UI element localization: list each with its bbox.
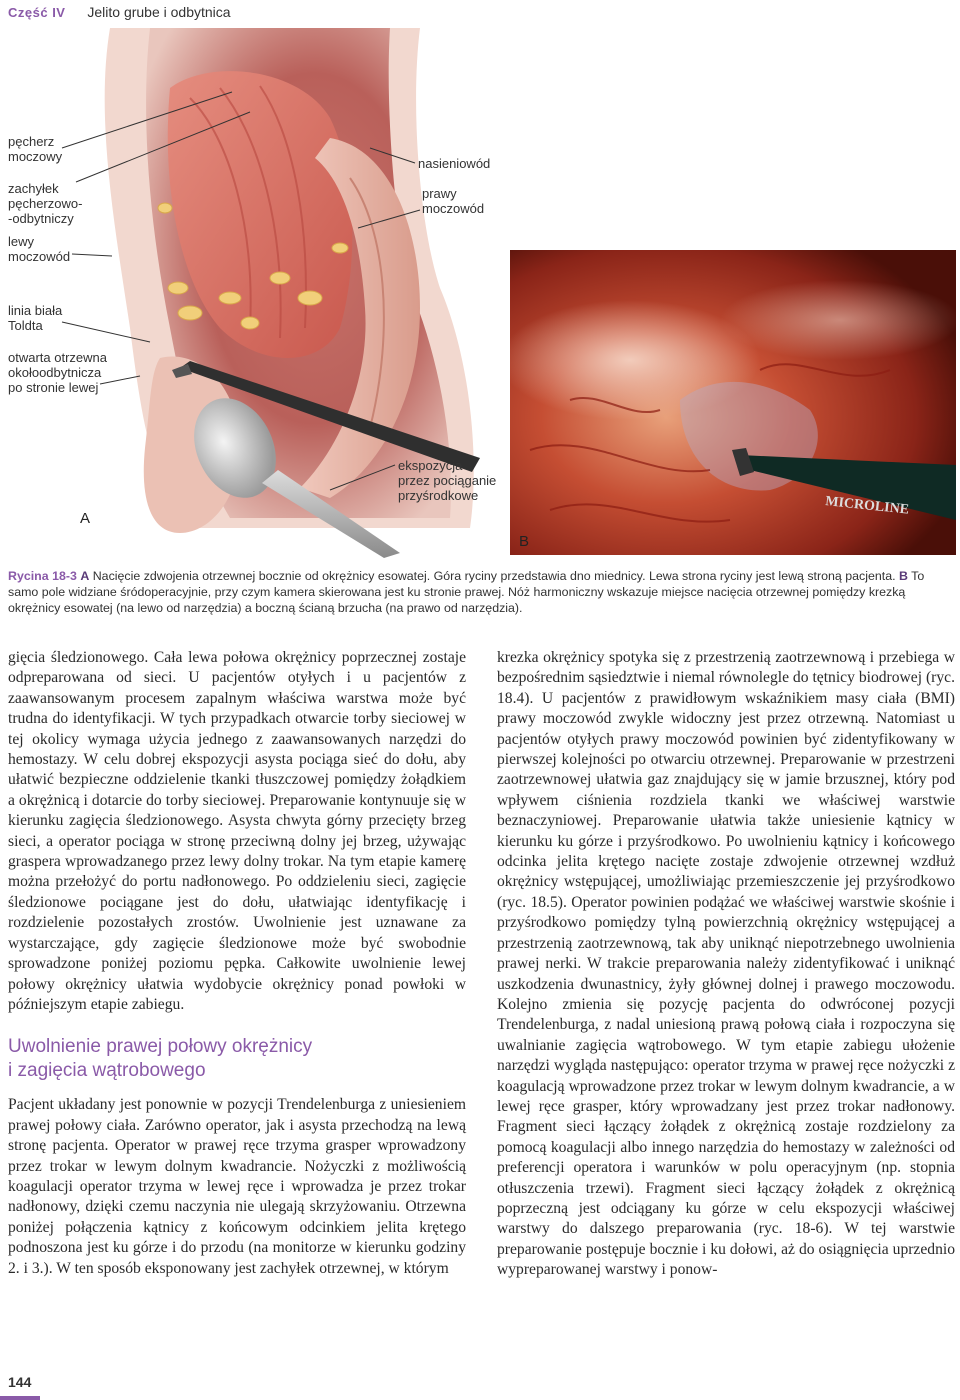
label-text: prawy	[422, 186, 457, 201]
label-ekspozycja	[398, 458, 496, 503]
section-heading	[8, 1035, 466, 1083]
label-text: linia biała	[8, 303, 63, 318]
section-heading-line: Uwolnienie prawej połowy okrężnicy	[8, 1036, 313, 1058]
chapter-title: Jelito grube i odbytnica	[87, 4, 231, 20]
figure-a-letter: A	[80, 510, 91, 527]
paragraph: gięcia śledzionowego. Cała lewa połowa okrężnicy poprzecznej zostaje odpreparowana od sieci. U pacjentów otyłych i u pacjentów z zaawansowanym procesem zapalnym właściwa warstwa może być trudna do identyfikacji. W tych przypadkach otwarcie torby sieciowej w tej okolicy wymaga użycia jednego z zaawansowanych narzędzi do hemostazy. W celu dobrej ekspozycji asysta pociąga sieć do dołu, aby ułatwić bezpieczne oddzielenie tkanki tłuszczowej pomiędzy żołądkiem a okrężnicą i dotarcie do torby sieciowej. Preparowanie kontynuuje się w kierunku zagięcia śledzionowego. Asysta chwyta górny przecięty brzeg sieci, a operator pociąga w stronę przeciwną dolny jej brzeg, używając graspera wprowadzanego przez lewy dolny trokar. Na tym etapie kamerę można przełożyć do portu nadłonowego. Po oddzieleniu sieci, zagięcie śledzionowe pociągane jest do dołu, ułatwiając identyfikację i rozdzielenie pozostałych zrostów. Uwolnienie jest uznawane za wystarczające, gdy zagięcie śledzionowe może być swobodnie sprowadzone poniżej poziomu pępka. Całkowite uwolnienie lewej połowy okrężnicy ułatwia wydobycie okrężnicy ponad powłoki w późniejszym etapie zabiegu.	[8, 649, 466, 1013]
label-text: nasieniowód	[418, 156, 491, 171]
label-text: przez pociąganie	[398, 473, 497, 488]
label-text: moczowód	[422, 201, 485, 216]
label-zachylek	[8, 181, 82, 226]
label-text: Toldta	[8, 318, 43, 333]
caption-a-letter: A	[80, 569, 90, 583]
instrument-brand-text: MICROLINE	[824, 494, 910, 518]
caption-b-text: To samo pole widziane śródoperacyjnie, przy czym kamera skierowana jest ku stronie prawej. Nóż harmoniczny wskazuje miejsce nacięcia otrzewnej pomiędzy krezką okrężnicy esowatej (na lewo od narzędzia) a boczną ścianą brzucha (na prawo od narzędzia).	[8, 569, 925, 615]
right-column	[497, 648, 955, 1281]
figure-b-drawing	[510, 250, 956, 555]
part-label: Część IV	[8, 5, 66, 20]
footer-accent-bar	[0, 1396, 40, 1400]
figure-caption	[8, 568, 948, 616]
label-text: po stronie lewej	[8, 380, 99, 395]
label-text: przyśrodkowe	[398, 488, 479, 503]
label-text: moczowy	[8, 149, 63, 164]
label-text: -odbytniczy	[8, 211, 74, 226]
paragraph: Pacjent układany jest ponownie w pozycji Trendelenburga z uniesieniem prawej połowy ciała. Zarówno operator, jak i asysta przechodzą na lewą stronę pacjenta. Operator w prawej ręce trzyma grasper wprowadzony przez trokar w lewym dolnym kwadrancie. Nożyczki z możliwością koagulacji operator trzyma w lewej ręce i wprowadza je przez trokar nadłonowy, dzięki czemu naczynia nie ulegają skrzyżowaniu. Otrzewna poniżej połączenia kątnicy z końcowym odcinkiem jelita krętego podnoszona jest ku górze i do przodu (na monitorze w kierunku godziny 2. i 3.). W ten sposób eksponowany jest zachyłek otrzewnej, w którym	[8, 1096, 466, 1277]
page-number: 144	[8, 1374, 32, 1390]
caption-b-letter: B	[898, 569, 908, 583]
left-column	[8, 648, 466, 1279]
label-text: zachyłek	[8, 181, 59, 196]
caption-a-text: Nacięcie zdwojenia otrzewnej bocznie od okrężnicy esowatej. Góra ryciny przedstawia dno miednicy. Lewa strona ryciny jest lewą stroną pacjenta.	[92, 569, 896, 583]
figure-b-letter: B	[519, 533, 530, 550]
label-otwarta-otrzewna	[8, 350, 107, 395]
label-pecherz	[8, 134, 62, 164]
label-text: pęcherzowo-	[8, 196, 83, 211]
running-header	[8, 4, 231, 22]
label-lewy-moczowod	[8, 234, 70, 264]
section-heading-line: i zagięcia wątrobowego	[8, 1060, 206, 1082]
label-text: ekspozycja	[398, 458, 463, 473]
caption-figure-label: Rycina 18-3	[8, 569, 77, 583]
label-linia-biala	[8, 303, 62, 333]
label-text: moczowód	[8, 249, 71, 264]
figure-b-photo	[510, 250, 956, 555]
label-nasieniowod	[418, 156, 490, 171]
paragraph: krezka okrężnicy spotyka się z przestrzenią zaotrzewnową i przebiega w bezpośrednim sąsiedztwie i niemal równolegle do tętnicy biodrowej (ryc. 18.4). U pacjentów z prawidłowym wskaźnikiem masy ciała (BMI) prawy moczowód zwykle widoczny jest przez otrzewną. Natomiast u pacjentów otyłych prawy moczowód powinien być zidentyfikowany w pierwszej kolejności po otwarciu otrzewnej. Preparowanie w przestrzeni zaotrzewnowej ułatwia gaz znajdujący się w jamie brzusznej, który pod wpływem ciśnienia rozdziela tkanki we właściwej warstwie beznaczyniowej. Preparowanie ułatwia także uniesienie kątnicy w kierunku ku górze i przyśrodkowo. Po uwolnieniu kątnicy i końcowego odcinka jelita krętego nacięte zostaje zdwojenie otrzewnej wzdłuż okrężnicy wstępującej, umożliwiając przemieszczenie jej przyśrodkowo (ryc. 18.5). Operator powinien podążać we właściwej warstwie skośnie i przyśrodkowo pomiędzy tylną powierzchnią okrężnicy wstępującej a przestrzenią zaotrzewnową, tak aby uniknąć niepotrzebnego uwolnienia prawej nerki. W trakcie preparowania należy zidentyfikować i uniknąć uszkodzenia dwunastnicy, żyły głównej dolnej i prawego moczowodu. Kolejno zmienia się pozycję pacjenta do odwróconej pozycji Trendelenburga, z nadal uniesioną prawą połową ciała i rozpoczyna się uwalnianie zagięcia wątrobowego. W tym etapie zabiegu ułożenie narzędzi wygląda następująco: operator trzyma w prawej ręce nożyczki z koagulacją wprowadzone przez trokar w lewym dolnym kwadrancie, a w lewej ręce grasper, który wprowadzany jest przez trokar nadłonowy. Fragment sieci łączący żołądek z okrężnicą zostaje rozdzielony za pomocą koagulacji albo innego narzędzia do hemostazy w zależności od preferencji operatora i warunków w polu operacyjnym (np. stopnia otłuszczenia trzewi). Fragment sieci łączący żołądek z okrężnicą poprzeczną jest odciągany ku górze w celu ekspozycji właściwej warstwy do dalszego preparowania (ryc. 18-6). W tej warstwie preparowanie postępuje bocznie i ku dołowi, aż do osiągnięcia uprzednio wypreparowanej warstwy i ponow-	[497, 649, 955, 1279]
label-text: okołoodbytnicza	[8, 365, 102, 380]
label-text: pęcherz	[8, 134, 55, 149]
label-text: lewy	[8, 234, 35, 249]
label-text: otwarta otrzewna	[8, 350, 107, 365]
label-prawy-moczowod	[422, 186, 484, 216]
